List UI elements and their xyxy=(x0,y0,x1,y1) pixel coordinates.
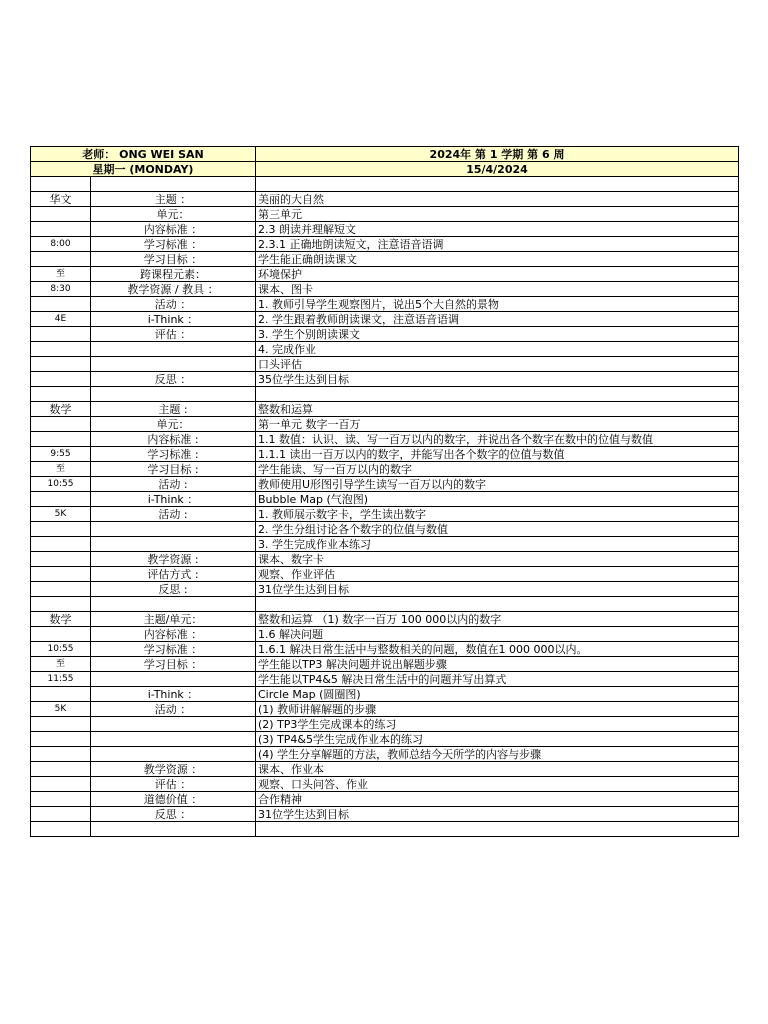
field-value-cell: 1. 教师引导学生观察图片，说出5个大自然的景物 xyxy=(256,297,739,312)
table-row xyxy=(31,732,739,747)
header-row-1 xyxy=(31,147,739,162)
time-class-cell xyxy=(31,777,91,792)
table-row xyxy=(31,282,739,297)
field-label-cell xyxy=(91,732,256,747)
teacher-name: 老师： ONG WEI SAN xyxy=(31,147,256,162)
time-class-cell xyxy=(31,207,91,222)
field-label-cell xyxy=(91,537,256,552)
field-label-cell xyxy=(91,672,256,687)
time-class-cell xyxy=(31,537,91,552)
table-row xyxy=(31,702,739,717)
time-class-cell xyxy=(31,792,91,807)
time-class-cell xyxy=(31,552,91,567)
table-row xyxy=(31,747,739,762)
field-value-cell: 美丽的大自然 xyxy=(256,192,739,207)
table-row xyxy=(31,357,739,372)
field-label-cell: 活动 ： xyxy=(91,702,256,717)
table-row xyxy=(31,792,739,807)
table-row xyxy=(31,312,739,327)
field-label-cell: i-Think ： xyxy=(91,687,256,702)
time-class-cell: 至 xyxy=(31,267,91,282)
table-row xyxy=(31,267,739,282)
field-value-cell: 学生能以TP3 解决问题并说出解题步骤 xyxy=(256,657,739,672)
field-value-cell: 1. 教师展示数字卡，学生读出数字 xyxy=(256,507,739,522)
field-value-cell: 1.1 数值：认识、读、写一百万以内的数字，并说出各个数字在数中的位值与数值 xyxy=(256,432,739,447)
time-class-cell xyxy=(31,522,91,537)
field-value-cell: 4. 完成作业 xyxy=(256,342,739,357)
table-row xyxy=(31,807,739,822)
time-class-cell xyxy=(31,687,91,702)
field-label-cell: 跨课程元素： xyxy=(91,267,256,282)
time-class-cell xyxy=(31,222,91,237)
time-class-cell: 8:30 xyxy=(31,282,91,297)
time-class-cell xyxy=(31,327,91,342)
field-value-cell: 环境保护 xyxy=(256,267,739,282)
time-class-cell xyxy=(31,357,91,372)
field-label-cell xyxy=(91,747,256,762)
time-class-cell xyxy=(31,747,91,762)
field-label-cell: i-Think ： xyxy=(91,492,256,507)
field-value-cell: 1.6.1 解决日常生活中与整数相关的问题，数值在1 000 000以内。 xyxy=(256,642,739,657)
time-class-cell xyxy=(31,807,91,822)
field-label-cell: 学习标准 ： xyxy=(91,237,256,252)
field-label-cell: 道德价值 ： xyxy=(91,792,256,807)
lesson-plan-table xyxy=(30,146,739,837)
table-row xyxy=(31,687,739,702)
field-value-cell: 口头评估 xyxy=(256,357,739,372)
field-value-cell: 2.3.1 正确地朗读短文，注意语音语调 xyxy=(256,237,739,252)
table-row xyxy=(31,612,739,627)
date-label: 15/4/2024 xyxy=(256,162,739,177)
table-row xyxy=(31,627,739,642)
field-label-cell: 主题 : xyxy=(91,402,256,417)
block-separator-row xyxy=(31,822,739,837)
table-row xyxy=(31,642,739,657)
field-label-cell: 评估方式 : xyxy=(91,567,256,582)
table-row xyxy=(31,762,739,777)
field-label-cell: 教学资源 ： xyxy=(91,762,256,777)
table-row xyxy=(31,447,739,462)
field-label-cell: 内容标准 : xyxy=(91,432,256,447)
field-value-cell: 观察、口头问答、作业 xyxy=(256,777,739,792)
field-label-cell: i-Think ： xyxy=(91,312,256,327)
time-class-cell: 5K xyxy=(31,507,91,522)
field-value-cell: 2. 学生跟着教师朗读课文，注意语音语调 xyxy=(256,312,739,327)
field-label-cell: 评估 ： xyxy=(91,327,256,342)
table-row xyxy=(31,657,739,672)
time-class-cell xyxy=(31,762,91,777)
field-value-cell: 2. 学生分组讨论各个数字的位值与数值 xyxy=(256,522,739,537)
field-label-cell: 教学资源 : xyxy=(91,552,256,567)
time-class-cell xyxy=(31,732,91,747)
table-row xyxy=(31,432,739,447)
field-value-cell: 第一单元 数字一百万 xyxy=(256,417,739,432)
table-row xyxy=(31,507,739,522)
time-class-cell xyxy=(31,252,91,267)
time-class-cell xyxy=(31,417,91,432)
spacer-row xyxy=(31,177,739,192)
field-label-cell: 活动 : xyxy=(91,507,256,522)
table-row xyxy=(31,522,739,537)
field-value-cell: (4) 学生分享解题的方法，教师总结今天所学的内容与步骤 xyxy=(256,747,739,762)
field-label-cell: 评估 ： xyxy=(91,777,256,792)
field-value-cell: 3. 学生完成作业本练习 xyxy=(256,537,739,552)
time-class-cell: 10:55 xyxy=(31,477,91,492)
table-row xyxy=(31,777,739,792)
time-class-cell xyxy=(31,717,91,732)
table-row xyxy=(31,567,739,582)
table-row xyxy=(31,717,739,732)
field-label-cell xyxy=(91,342,256,357)
field-label-cell: 学习标准 ： xyxy=(91,642,256,657)
header-row-2 xyxy=(31,162,739,177)
table-row xyxy=(31,252,739,267)
time-class-cell xyxy=(31,582,91,597)
field-label-cell: 主题 ： xyxy=(91,192,256,207)
field-label-cell: 反思 ： xyxy=(91,372,256,387)
field-value-cell: Circle Map (圆圈图) xyxy=(256,687,739,702)
table-row xyxy=(31,372,739,387)
field-value-cell: 学生能正确朗读课文 xyxy=(256,252,739,267)
table-row xyxy=(31,582,739,597)
block-separator-row xyxy=(31,597,739,612)
time-class-cell: 9:55 xyxy=(31,447,91,462)
field-label-cell xyxy=(91,522,256,537)
table-row xyxy=(31,537,739,552)
time-class-cell xyxy=(31,567,91,582)
field-label-cell: 内容标准 ： xyxy=(91,222,256,237)
field-value-cell: 31位学生达到目标 xyxy=(256,582,739,597)
week-label: 2024年 第 1 学期 第 6 周 xyxy=(256,147,739,162)
field-label-cell: 学习标准 : xyxy=(91,447,256,462)
table-row xyxy=(31,237,739,252)
time-class-cell xyxy=(31,297,91,312)
field-value-cell: 31位学生达到目标 xyxy=(256,807,739,822)
field-value-cell: 课本、作业本 xyxy=(256,762,739,777)
field-value-cell: 35位学生达到目标 xyxy=(256,372,739,387)
block-separator-row xyxy=(31,387,739,402)
field-label-cell: 学习目标 ： xyxy=(91,252,256,267)
subject-cell: 华文 xyxy=(31,192,91,207)
table-row xyxy=(31,672,739,687)
field-value-cell: 课本、图卡 xyxy=(256,282,739,297)
table-row xyxy=(31,342,739,357)
time-class-cell xyxy=(31,492,91,507)
time-class-cell: 至 xyxy=(31,462,91,477)
field-label-cell: 单元： xyxy=(91,417,256,432)
field-value-cell: 学生能读、写一百万以内的数字 xyxy=(256,462,739,477)
table-row xyxy=(31,477,739,492)
field-label-cell: 学习目标 ： xyxy=(91,657,256,672)
table-row xyxy=(31,552,739,567)
field-value-cell: 课本、数字卡 xyxy=(256,552,739,567)
time-class-cell: 10:55 xyxy=(31,642,91,657)
field-value-cell: 第三单元 xyxy=(256,207,739,222)
field-value-cell: 3. 学生个别朗读课文 xyxy=(256,327,739,342)
table-row xyxy=(31,492,739,507)
table-row xyxy=(31,327,739,342)
field-label-cell: 反思 ： xyxy=(91,807,256,822)
day-label: 星期一 (MONDAY) xyxy=(31,162,256,177)
table-row xyxy=(31,222,739,237)
field-label-cell: 活动 : xyxy=(91,477,256,492)
table-row xyxy=(31,402,739,417)
subject-cell: 数学 xyxy=(31,402,91,417)
table-row xyxy=(31,417,739,432)
field-value-cell: 合作精神 xyxy=(256,792,739,807)
field-label-cell xyxy=(91,357,256,372)
time-class-cell xyxy=(31,627,91,642)
field-value-cell: 1.1.1 读出一百万以内的数字，并能写出各个数字的位值与数值 xyxy=(256,447,739,462)
time-class-cell xyxy=(31,372,91,387)
time-class-cell xyxy=(31,342,91,357)
time-class-cell: 4E xyxy=(31,312,91,327)
table-row xyxy=(31,207,739,222)
field-value-cell: 整数和运算 （1) 数字一百万 100 000以内的数字 xyxy=(256,612,739,627)
field-label-cell: 学习目标 : xyxy=(91,462,256,477)
field-label-cell: 活动 ： xyxy=(91,297,256,312)
field-value-cell: (3) TP4&5学生完成作业本的练习 xyxy=(256,732,739,747)
time-class-cell xyxy=(31,432,91,447)
time-class-cell: 5K xyxy=(31,702,91,717)
field-label-cell: 内容标准 ： xyxy=(91,627,256,642)
field-label-cell: 反思 : xyxy=(91,582,256,597)
field-value-cell: 教师使用U形图引导学生读写一百万以内的数字 xyxy=(256,477,739,492)
field-value-cell: 2.3 朗读并理解短文 xyxy=(256,222,739,237)
field-value-cell: (2) TP3学生完成课本的练习 xyxy=(256,717,739,732)
field-label-cell xyxy=(91,717,256,732)
field-label-cell: 主题/单元： xyxy=(91,612,256,627)
subject-cell: 数学 xyxy=(31,612,91,627)
field-value-cell: (1) 教师讲解解题的步骤 xyxy=(256,702,739,717)
table-row xyxy=(31,192,739,207)
field-value-cell: 观察、作业评估 xyxy=(256,567,739,582)
table-row xyxy=(31,462,739,477)
field-value-cell: 学生能以TP4&5 解决日常生活中的问题并写出算式 xyxy=(256,672,739,687)
time-class-cell: 8:00 xyxy=(31,237,91,252)
field-label-cell: 教学资源 / 教具 ： xyxy=(91,282,256,297)
field-label-cell: 单元： xyxy=(91,207,256,222)
time-class-cell: 11:55 xyxy=(31,672,91,687)
field-value-cell: 整数和运算 xyxy=(256,402,739,417)
time-class-cell: 至 xyxy=(31,657,91,672)
field-value-cell: Bubble Map (气泡图) xyxy=(256,492,739,507)
table-row xyxy=(31,297,739,312)
field-value-cell: 1.6 解决问题 xyxy=(256,627,739,642)
